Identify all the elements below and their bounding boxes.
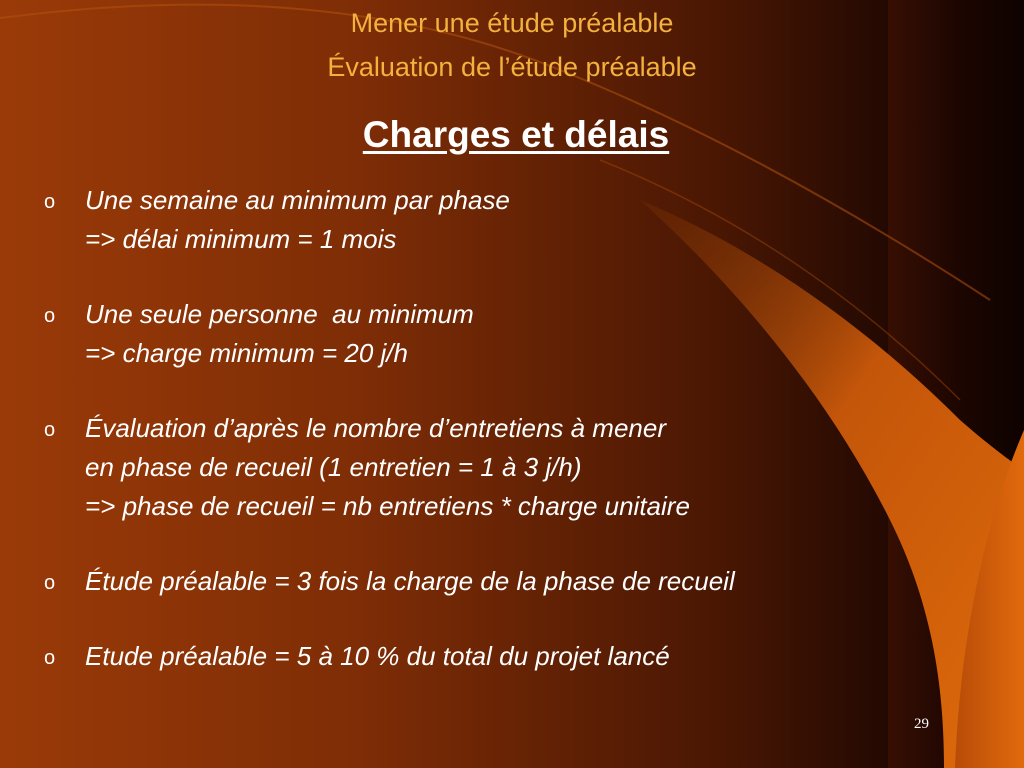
bullet-text-line: Etude préalable = 5 à 10 % du total du projet lancé xyxy=(85,641,670,671)
bullet-text-line: en phase de recueil (1 entretien = 1 à 3 j/h) xyxy=(85,452,582,482)
bullet-text-line: => délai minimum = 1 mois xyxy=(85,224,397,254)
bullet-text-line: Évaluation d’après le nombre d’entretiens à mener xyxy=(85,413,667,443)
bullet-text-line: => phase de recueil = nb entretiens * charge unitaire xyxy=(85,491,690,521)
bullet-list xyxy=(44,181,984,712)
bullet-marker: o xyxy=(44,305,56,327)
bullet-item xyxy=(44,295,984,373)
bullet-text-line: => charge minimum = 20 j/h xyxy=(85,338,408,368)
bullet-marker: o xyxy=(44,647,56,669)
bullet-item xyxy=(44,181,984,259)
slide-title: Charges et délais xyxy=(362,114,670,155)
bullet-marker: o xyxy=(44,419,56,441)
bullet-text-line: Une seule personne au minimum xyxy=(85,299,474,329)
subtitle-line-1: Mener une étude préalable xyxy=(350,8,674,38)
page-number: 29 xyxy=(914,716,929,732)
subtitle-line-2: Évaluation de l’étude préalable xyxy=(327,52,697,82)
bullet-text-line: Une semaine au minimum par phase xyxy=(85,185,510,215)
bullet-item xyxy=(44,637,984,676)
bullet-item xyxy=(44,409,984,526)
bullet-item xyxy=(44,562,984,601)
bullet-marker: o xyxy=(44,191,56,213)
bullet-marker: o xyxy=(44,572,56,594)
bullet-text-line: Étude préalable = 3 fois la charge de la phase de recueil xyxy=(85,566,735,596)
